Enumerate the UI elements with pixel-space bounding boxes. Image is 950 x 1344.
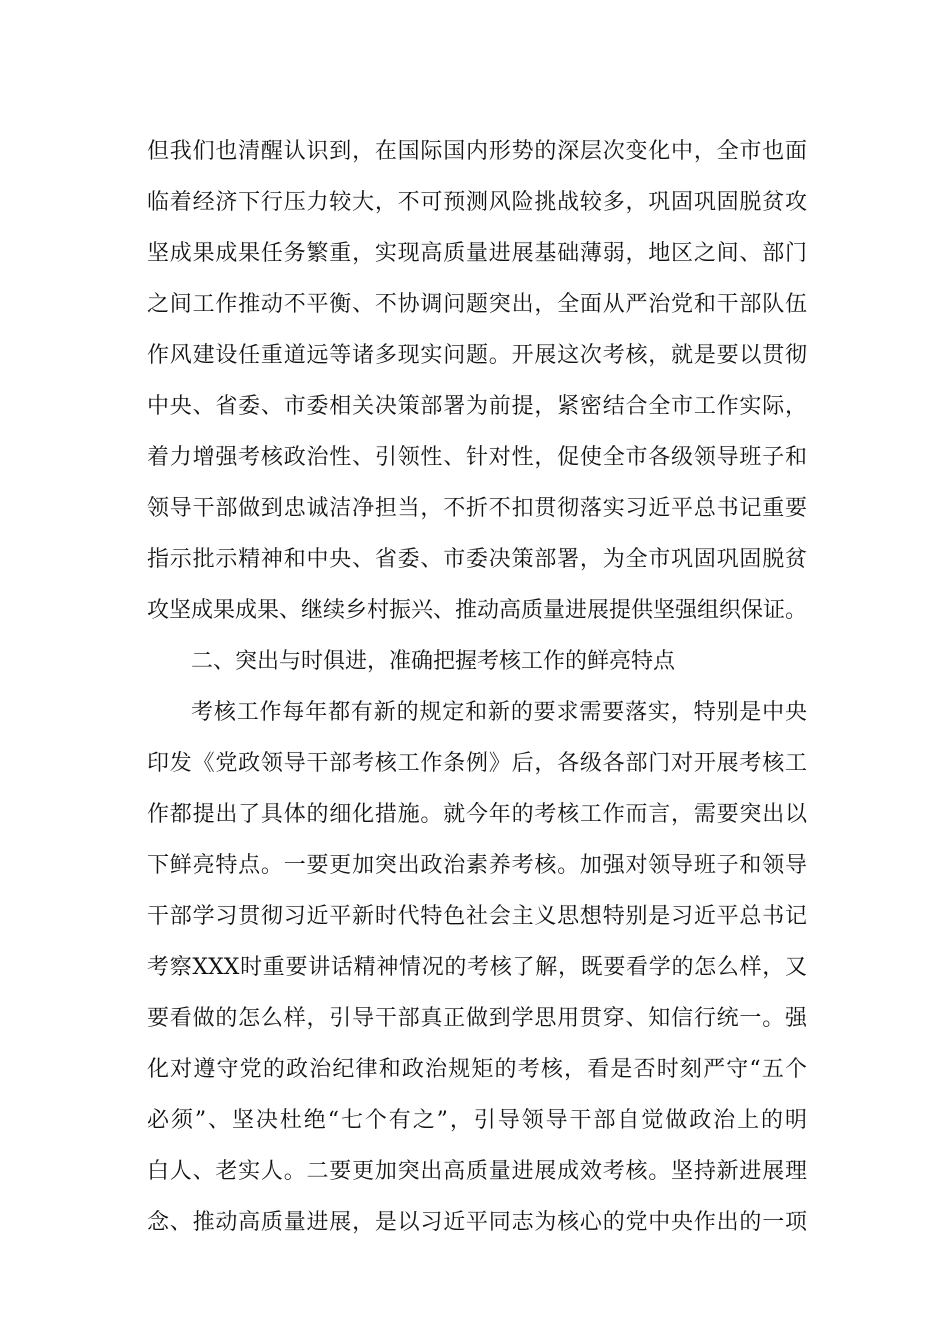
text-line: 临着经济下行压力较大，不可预测风险挑战较多，巩固巩固脱贫攻 — [147, 190, 807, 215]
text-line: 作风建设任重道远等诸多现实问题。开展这次考核，就是要以贯彻 — [147, 343, 807, 368]
text-line: 必须”、坚决杜绝“七个有之”，引导领导干部自觉做政治上的明 — [147, 1108, 807, 1133]
text-line: 领导干部做到忠诚洁净担当，不折不扣贯彻落实习近平总书记重要 — [147, 496, 807, 521]
paragraph — [147, 126, 807, 636]
text-line: 但我们也清醒认识到，在国际国内形势的深层次变化中，全市也面 — [147, 139, 807, 164]
text-line: 干部学习贯彻习近平新时代特色社会主义思想特别是习近平总书记 — [147, 904, 807, 929]
text-line: 考察XXX时重要讲话精神情况的考核了解，既要看学的怎么样，又 — [147, 955, 807, 980]
text-line: 攻坚成果成果、继续乡村振兴、推动高质量进展提供坚强组织保证。 — [147, 598, 808, 623]
text-line: 念、推动高质量进展，是以习近平同志为核心的党中央作出的一项 — [147, 1210, 807, 1235]
text-line: 白人、老实人。二要更加突出高质量进展成效考核。坚持新进展理 — [147, 1159, 807, 1184]
text-line: 着力增强考核政治性、引领性、针对性，促使全市各级领导班子和 — [147, 445, 807, 470]
text-line: 下鲜亮特点。一要更加突出政治素养考核。加强对领导班子和领导 — [147, 853, 807, 878]
text-line: 化对遵守党的政治纪律和政治规矩的考核，看是否时刻严守“五个 — [147, 1057, 807, 1082]
text-line: 要看做的怎么样，引导干部真正做到学思用贯穿、知信行统一。强 — [147, 1006, 807, 1031]
document-body — [147, 126, 807, 1248]
section-heading — [147, 636, 807, 687]
paragraph — [147, 687, 807, 1248]
text-line: 印发《党政领导干部考核工作条例》后，各级各部门对开展考核工 — [147, 751, 807, 776]
text-line: 作都提出了具体的细化措施。就今年的考核工作而言，需要突出以 — [147, 802, 807, 827]
text-line: 坚成果成果任务繁重，实现高质量进展基础薄弱，地区之间、部门 — [147, 241, 807, 266]
text-line: 考核工作每年都有新的规定和新的要求需要落实，特别是中央 — [191, 700, 807, 725]
text-line: 中央、省委、市委相关决策部署为前提，紧密结合全市工作实际， — [147, 394, 807, 419]
text-line: 之间工作推动不平衡、不协调问题突出，全面从严治党和干部队伍 — [147, 292, 807, 317]
heading-text: 二、突出与时俱进，准确把握考核工作的鲜亮特点 — [191, 649, 676, 674]
text-line: 指示批示精神和中央、省委、市委决策部署，为全市巩固巩固脱贫 — [147, 547, 807, 572]
